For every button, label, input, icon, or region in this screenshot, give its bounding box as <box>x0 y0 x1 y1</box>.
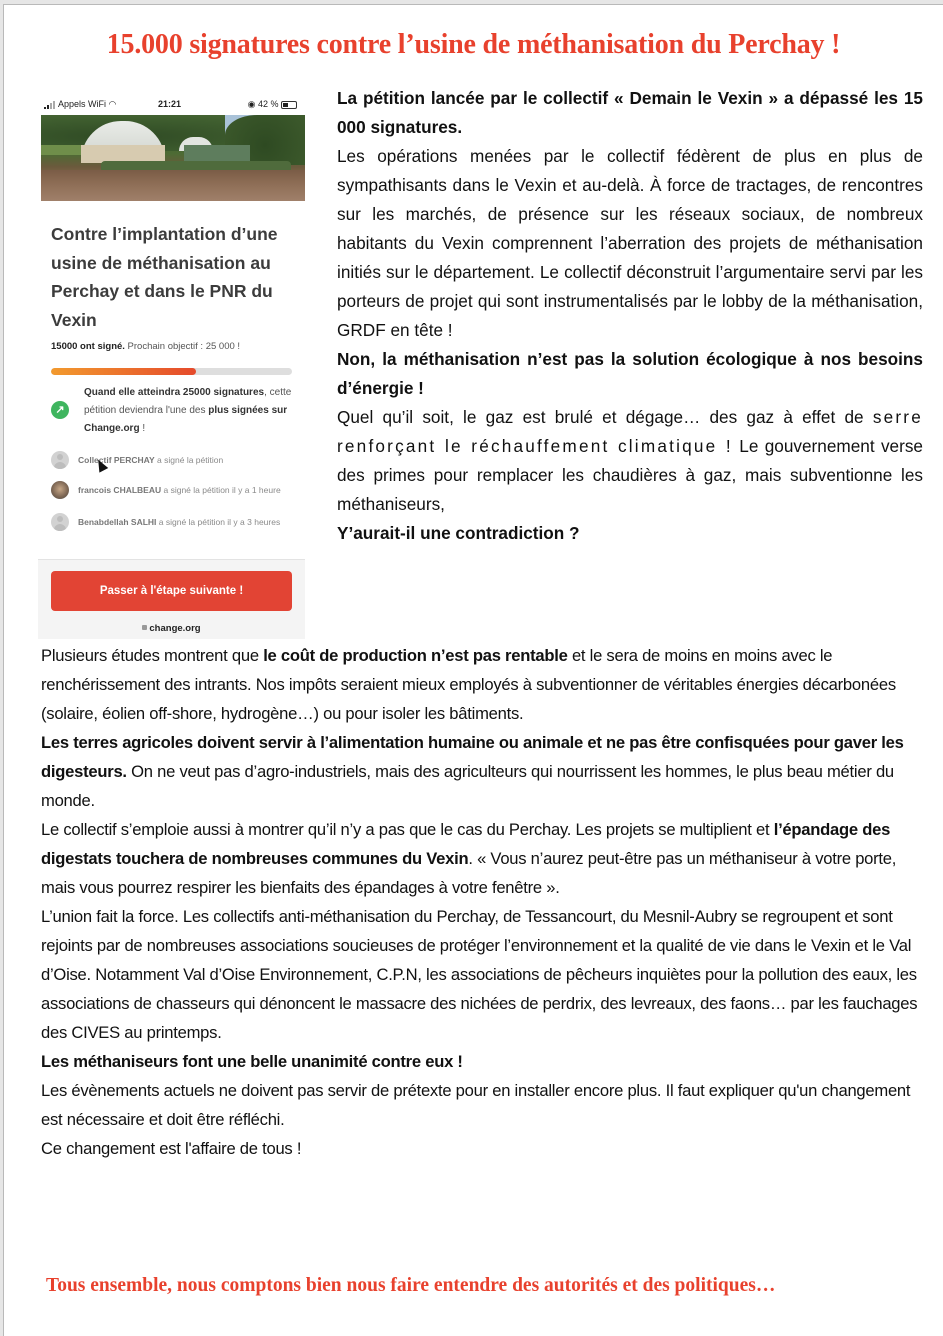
recent-signers-list <box>51 451 301 545</box>
avatar <box>51 481 69 499</box>
signature-count: 15000 ont signé. Prochain objectif : 25 000 ! <box>51 341 241 352</box>
article-intro <box>337 84 923 548</box>
subheading: Non, la méthanisation n’est pas la solution écologique à nos besoins d’énergie ! <box>337 349 923 398</box>
trending-up-icon: ↗ <box>51 401 69 419</box>
url-bar: change.org <box>38 623 305 634</box>
petition-screenshot: Appels WiFi ◠ 21:21 ◉ 42 % Contre l’implantation d’une usine de méthanisation au Perchay et dans le PNR du Vexin 15000 ont signé. Prochain objectif : 25 000 ! ↗ Quand elle atteindra 25000 signatures, cette pétition deviendra l'une des plus signées sur Change.org ! Collectif PERCHAY a signé la pétition francois CHALBEAU a signé la pétition il y a 1 heure Benabdellah SALHI a signé la pétition il y a 3 heures Passer à l'étape suivante ! change.org <box>38 93 305 639</box>
progress-fill <box>51 368 196 375</box>
paragraph: Ce changement est l'affaire de tous ! <box>41 1139 302 1158</box>
paragraph: L’union fait la force. Les collectifs anti-méthanisation du Perchay, de Tessancourt, du Mesnil-Aubry se regroupent et sont rejoints par de nombreuses associations soucieuses de protéger l’environnement et la qualité de vie dans le Vexin et le Val d’Oise. Notamment Val d’Oise Environnement, C.P.N, les associations de pêcheurs inquiètes pour la pollution des eaux, les associations de chasseurs qui dénoncent le massacre des nichées de perdrix, des levreaux, des faons… par les fauchages des CIVES au printemps. <box>41 907 918 1042</box>
avatar <box>51 513 69 531</box>
signature-progress-bar <box>51 368 292 375</box>
signer-item: Benabdellah SALHI a signé la pétition il y a 3 heures <box>51 513 301 545</box>
avatar <box>51 451 69 469</box>
petition-title: Contre l’implantation d’une usine de méthanisation au Perchay et dans le PNR du Vexin <box>51 224 278 330</box>
battery-percent: 42 % <box>257 99 279 109</box>
signer-item: francois CHALBEAU a signé la pétition il y a 1 heure <box>51 481 301 513</box>
signer-item: Collectif PERCHAY a signé la pétition <box>51 451 301 481</box>
battery-icon <box>281 101 297 109</box>
intro-heading: La pétition lancée par le collectif « Demain le Vexin » a dépassé les 15 000 signatures. <box>337 88 923 137</box>
article-body <box>41 641 925 1163</box>
page-title: 15.000 signatures contre l’usine de méthanisation du Perchay ! <box>106 29 841 60</box>
status-time: 21:21 <box>158 99 182 109</box>
paragraph: Les terres agricoles doivent servir à l’alimentation humaine ou animale et ne pas être confisquées pour gaver les digesteurs. On ne veut pas d’agro-industriels, mais des agriculteurs qui nourrissent les hommes, le plus beau métier du monde. <box>41 733 904 810</box>
alarm-icon: ◉ <box>247 99 256 109</box>
document-page <box>3 4 943 1336</box>
next-step-button[interactable]: Passer à l'étape suivante ! <box>51 571 292 611</box>
closing-statement: Tous ensemble, nous comptons bien nous faire entendre des autorités et des politiques… <box>46 1275 776 1296</box>
paragraph: Le collectif s’emploie aussi à montrer qu’il n’y a pas que le cas du Perchay. Les projets se multiplient et l’épandage des digestats touchera de nombreuses communes du Vexin. « Vous n’aurez peut-être pas un méthaniseur à votre porte, mais vous pourrez respirer les bienfaits des épandages à votre fenêtre ». <box>41 820 897 897</box>
methanisation-plant-photo <box>41 115 305 201</box>
paragraph: Les opérations menées par le collectif fédèrent de plus en plus de sympathisants dans le Vexin et au-delà. À force de tractages, de rencontres sur les marchés, de présence sur les réseaux sociaux, de nombreux habitants du Vexin comprennent l’aberration des projets de méthanisation initiés sur le département. Le collectif déconstruit l’argumentaire servi par les porteurs de projet qui sont instrumentalisés par le lobby de la méthanisation, GRDF en tête ! <box>337 146 923 340</box>
carrier-label: Appels WiFi <box>58 99 107 109</box>
paragraph: Les évènements actuels ne doivent pas servir de prétexte pour en installer encore plus. Il faut expliquer qu'un changement est nécessaire et doit être réfléchi. <box>41 1081 911 1129</box>
subheading: Y’aurait-il une contradiction ? <box>337 523 580 543</box>
phone-status-bar <box>38 93 305 115</box>
paragraph: Quel qu’il soit, le gaz est brulé et dégage… des gaz à effet de serre renforçant le réchauffement climatique ! Le gouvernement verse des primes pour remplacer les chaudières à gaz, mais subventionne les méthaniseurs, <box>337 407 923 514</box>
subheading: Les méthaniseurs font une belle unanimité contre eux ! <box>41 1052 463 1071</box>
signal-icon <box>44 101 56 109</box>
paragraph: Plusieurs études montrent que le coût de production n’est pas rentable et le sera de moins en moins avec le renchérissement des intrants. Nos impôts seraient mieux employés à subventionner de véritables énergies décarbonées (solaire, éolien off-shore, hydrogène…) ou pour isoler les bâtiments. <box>41 646 896 723</box>
wifi-icon: ◠ <box>108 99 117 109</box>
lock-icon <box>142 625 147 630</box>
